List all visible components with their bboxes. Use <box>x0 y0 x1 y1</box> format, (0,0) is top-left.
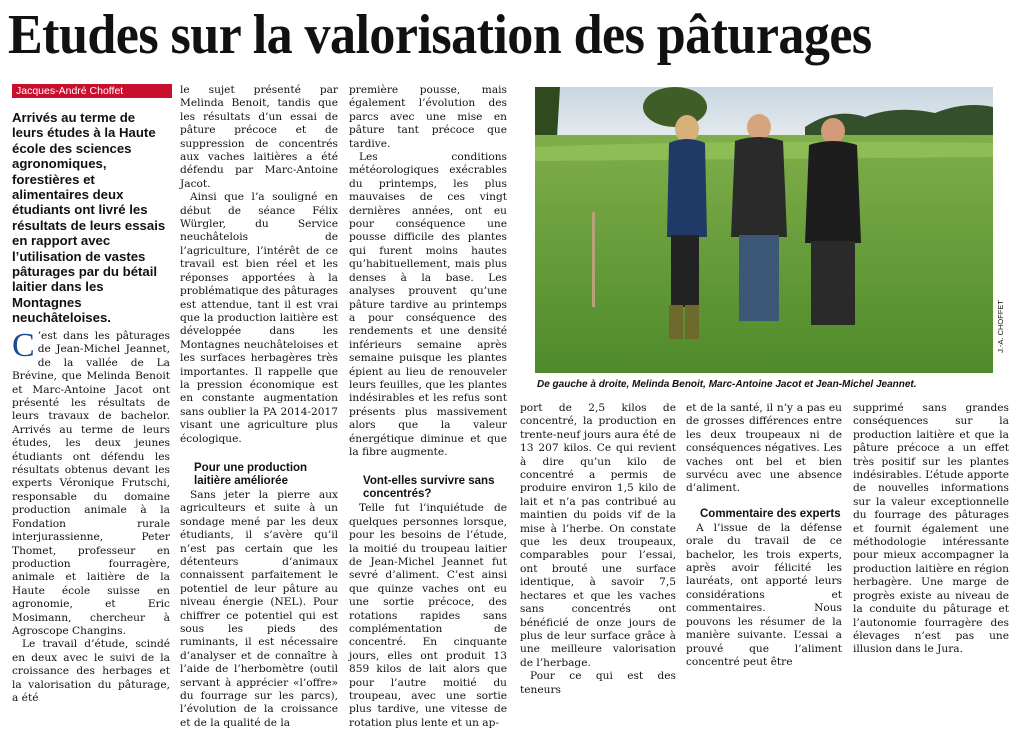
paragraph-text: ’est dans les pâturages de Jean-Michel Jeannet, de la vallée de La Brévine, que Melinda Benoit et Marc-Antoine Jacot ont présenté les résultats de leurs travaux de bachelor. Arrivés au terme de leurs études, les deux jeunes étudiants ont défendu les résultats obtenus devant les experts Véronique Frutschi, responsable du domaine production animale à la Fondation rurale interjurassienne, Peter Thomet, professeur en production fourragère, animale et laitière de la Haute école suisse en agronomie, et Eric Mosimann, chercheur à Agroscope Changins. <box>12 330 170 637</box>
column-1 <box>12 327 170 705</box>
photo-image <box>535 87 993 373</box>
body-paragraph: Le travail d’étude, scindé en deux avec le suivi de la croissance des herbages et la valorisation du pâturage, a été <box>12 638 170 704</box>
subheading: Vont-elles survivre sans concentrés? <box>363 475 495 501</box>
column-2 <box>180 84 338 730</box>
body-paragraph: le sujet présenté par Melinda Benoit, tandis que les résultats d’un essai de pâture précoce et de suppression de concentrés aux vaches laitières a été défendu par Marc-Antoine Jacot. <box>180 84 338 190</box>
subheading: Pour une production laitière améliorée <box>194 461 308 487</box>
subheading: Commentaire des experts <box>700 507 841 520</box>
body-paragraph: Les conditions météorologiques exécrables du printemps, les plus mauvaises de ces vingt dernières années, ont eu pour conséquence une pousse difficile des plantes qui furent moins hautes qu’habituellement, mais plus denses à la base. Les analyses prouvent qu’une pâture tardive au printemps a pour conséquence des rendements et une densité inférieurs semaine après semaine puisque les plantes épient au lieu de renouveler leurs feuilles, que les plantes indésirables et les refus sont présents plus massivement alors que la valeur énergétique diminue et que la fibre augmente. <box>349 151 507 458</box>
column-5 <box>686 402 842 669</box>
body-paragraph: supprimé sans grandes conséquences sur la production laitière et que la pâture précoce a un effet très positif sur les plantes indésirables. L’étude apporte de nouvelles informations sur la valeur exceptionnelle du fourrage des pâturages et fournit également une méthodologie intéressante pour mieux accompagner la production laitière en région herbagère. Une marge de progrès existe au niveau de la conduite du pâturage et l’autonomie fourragère des élevages n’est pas une illusion dans le Jura. <box>853 402 1009 656</box>
headline: Etudes sur la valorisation des pâturages <box>8 4 872 66</box>
photo <box>535 87 993 373</box>
body-paragraph: première pousse, mais également l’évolution des parcs avec une mise en pâture tant précoce que tardive. <box>349 84 507 150</box>
body-paragraph: Ainsi que l’a souligné en début de séance Félix Würgler, du Service neuchâtelois de l’agriculture, l’intérêt de ce travail est bien réel et les réponses apportées à la problématique des pâturages est attendue, tant il est vrai que la production laitière est développée dans les Montagnes neuchâteloises et les surfaces herbagères très importantes. Il rappelle que la pression économique est en constante augmentation sans oublier la PA 2014-2017 visant une agriculture plus écologique. <box>180 191 338 445</box>
body-paragraph: A l’issue de la défense orale du travail de ce bachelor, les trois experts, après avoir félicité les lauréats, ont apporté leurs considérations et commentaires. Nous pouvons les résumer de la manière suivante. L’essai a prouvé que l’aliment concentré peut être <box>686 521 842 668</box>
column-4 <box>520 402 676 697</box>
drop-cap: C <box>12 327 35 364</box>
body-paragraph: Sans jeter la pierre aux agriculteurs et suite à un sondage mené par les deux étudiants, il s’avère qu’il n’est pas certain que les détenteurs d’animaux connaissent parfaitement le potentiel de leur pâture au niveau énergie (NEL). Pour chiffrer ce potentiel qui est sous les pieds des ruminants, il est nécessaire d’analyser et de connaître à l’aide de l’herbomètre (outil servant à apprécier «l’offre» du fourrage sur les parcs), l’évolution de la croissance et de la qualité de la <box>180 488 338 729</box>
body-paragraph: Telle fut l’inquiétude de quelques personnes lorsque, pour les besoins de l’étude, la moitié du troupeau laitier de Jean-Michel Jeannet fut sevré d’aliment. C’est ainsi que quinze vaches ont eu une sortie précoce, des rotations rapides sans complémentation de concentré. En cinquante jours, elles ont produit 13 859 kilos de lait alors que pour l’autre moitié du troupeau, avec une sortie plus tardive, une vitesse de rotation plus lente et un ap- <box>349 502 507 729</box>
body-paragraph: Pour ce qui est des teneurs <box>520 670 676 696</box>
body-paragraph: port de 2,5 kilos de concentré, la production en trente-neuf jours aura été de 13 207 kilos. Ce qui revient à dire qu’un kilo de concentré a permis de produire environ 1,5 kilo de lait et n’a pas contribué au maintien du poids vif de la mise à l’herbe. On constate que les deux troupeaux, comparables pour l’essai, ont brouté une surface identique, à savoir 7,5 hectares et que les vaches sans concentrés ont bénéficié de onze jours de plus de leur surface grâce à une meilleure valorisation de l’herbage. <box>520 402 676 669</box>
column-3 <box>349 84 507 730</box>
photo-caption: De gauche à droite, Melinda Benoit, Marc-Antoine Jacot et Jean-Michel Jeannet. <box>537 379 917 390</box>
photo-credit: J.-A. CHOFFET <box>996 300 1005 353</box>
lead-paragraph: Arrivés au terme de leurs études à la Haute école des sciences agronomiques, forestières et alimentaires deux étudiants ont livré les résultats de leurs essais en rapport avec l’utilisation de vastes pâturages par du bétail laitier dans les Montagnes neuchâteloises. <box>12 110 166 326</box>
body-paragraph: et de la santé, il n’y a pas eu de grosses différences entre les deux troupeaux ni de conséquences négatives. Les vaches ont bel et bien survécu avec une absence d’aliment. <box>686 402 842 495</box>
column-6 <box>853 402 1009 657</box>
byline: Jacques-André Choffet <box>12 84 172 98</box>
body-paragraph <box>12 327 170 638</box>
